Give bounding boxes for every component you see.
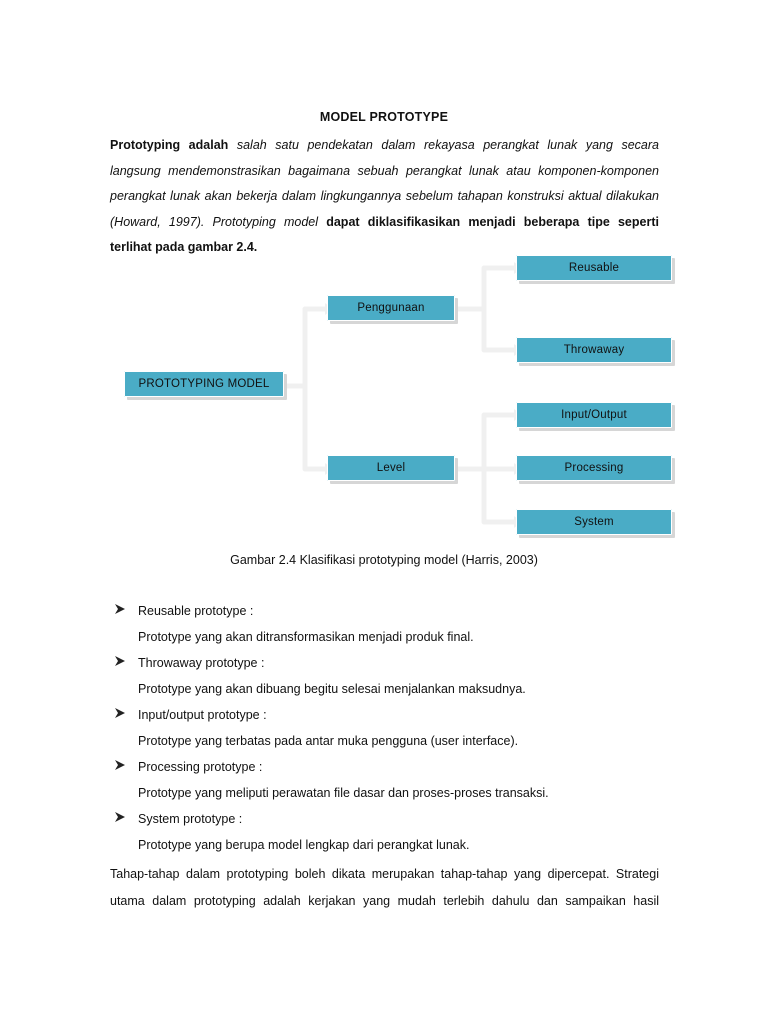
list-item	[114, 601, 674, 653]
list-item	[114, 809, 674, 861]
intro-paragraph	[110, 133, 659, 261]
intro-italic-text: salah satu pendekatan dalam rekayasa perangkat lunak yang secara langsung mendemonstrasikan bagaimana sebuah perangkat lunak atau komponen-komponen perangkat lunak akan bekerja dalam lingkungannya sebelum tahapan konstruksi aktual dilakukan (Howard, 1997). Prototyping model	[110, 138, 659, 229]
node-processing: Processing	[516, 455, 672, 481]
list-item	[114, 705, 674, 757]
arrowhead-bullet-icon	[114, 655, 126, 667]
arrowhead-bullet-icon	[114, 811, 126, 823]
list-item-heading: Throwaway prototype :	[138, 656, 265, 670]
figure-caption: Gambar 2.4 Klasifikasi prototyping model (Harris, 2003)	[230, 553, 538, 567]
node-throwaway: Throwaway	[516, 337, 672, 363]
list-item-heading: Reusable prototype :	[138, 604, 254, 618]
list-item-heading: System prototype :	[138, 812, 243, 826]
intro-bold-tail: dapat diklasifikasikan menjadi beberapa tipe seperti terlihat pada gambar 2.4.	[110, 214, 659, 254]
intro-bold-lead: Prototyping adalah	[110, 138, 229, 152]
node-penggunaan: Penggunaan	[327, 295, 455, 321]
arrowhead-bullet-icon	[114, 707, 126, 719]
list-item-heading: Processing prototype :	[138, 760, 263, 774]
node-system: System	[516, 509, 672, 535]
prototype-type-list	[114, 601, 674, 861]
list-item-description: Prototype yang akan dibuang begitu selesai menjalankan maksudnya.	[138, 682, 526, 696]
document-title: MODEL PROTOTYPE	[319, 110, 449, 124]
list-item	[114, 653, 674, 705]
closing-paragraph: Tahap-tahap dalam prototyping boleh dikata merupakan tahap-tahap yang dipercepat. Strategi utama dalam prototyping adalah kerjakan yang mudah terlebih dahulu dan sampaikan hasil	[110, 867, 659, 908]
node-level: Level	[327, 455, 455, 481]
list-item-description: Prototype yang berupa model lengkap dari perangkat lunak.	[138, 838, 470, 852]
node-input-output: Input/Output	[516, 402, 672, 428]
list-item-description: Prototype yang meliputi perawatan file dasar dan proses-proses transaksi.	[138, 786, 549, 800]
arrowhead-bullet-icon	[114, 759, 126, 771]
node-reusable: Reusable	[516, 255, 672, 281]
list-item	[114, 757, 674, 809]
arrowhead-bullet-icon	[114, 603, 126, 615]
list-item-heading: Input/output prototype :	[138, 708, 267, 722]
node-prototyping-model: PROTOTYPING MODEL	[124, 371, 284, 397]
list-item-description: Prototype yang terbatas pada antar muka pengguna (user interface).	[138, 734, 519, 748]
list-item-description: Prototype yang akan ditransformasikan menjadi produk final.	[138, 630, 474, 644]
